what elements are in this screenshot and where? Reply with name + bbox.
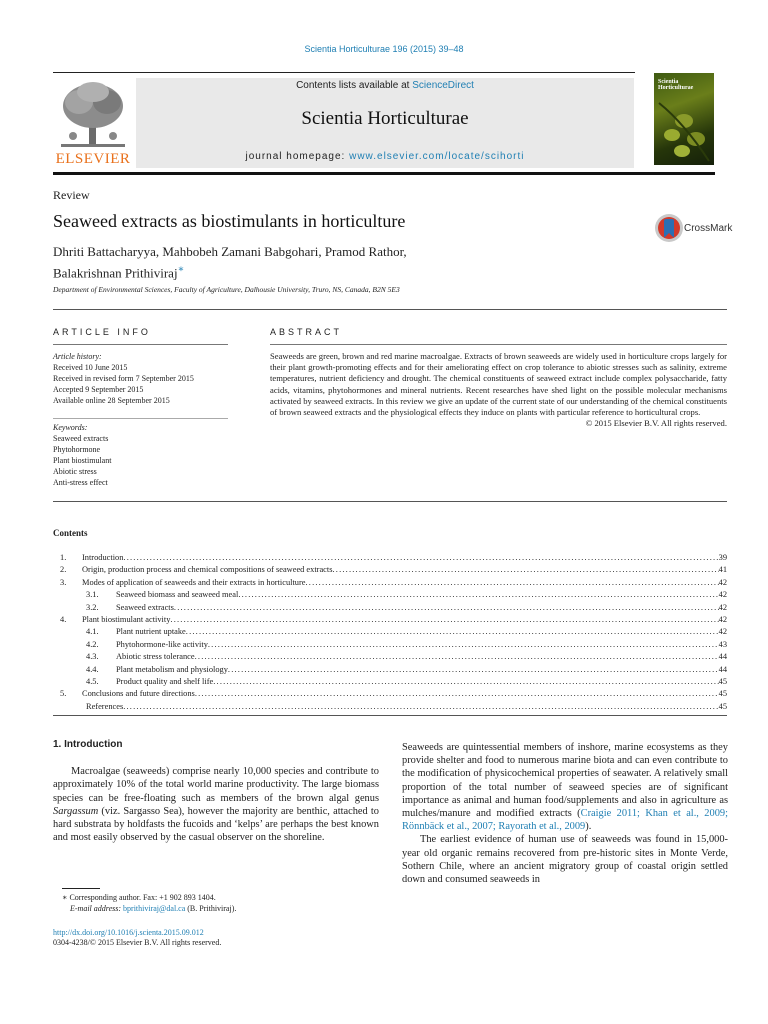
keyword: Plant biostimulant <box>53 456 112 465</box>
toc-entry[interactable] <box>60 651 727 663</box>
toc-page-number: 41 <box>718 565 727 575</box>
toc-leader-dots <box>213 676 718 688</box>
contents-prefix: Contents lists available at <box>296 80 413 91</box>
journal-title: Scientia Horticulturae <box>301 108 469 129</box>
affiliation-rule <box>53 309 727 310</box>
toc-entry[interactable] <box>60 664 727 676</box>
toc-page-number: 45 <box>718 689 727 699</box>
toc-number: 4.2. <box>86 639 99 649</box>
abstract-bottom-rule <box>53 501 727 502</box>
toc-leader-dots <box>332 564 718 576</box>
toc-title[interactable]: Plant nutrient uptake <box>116 627 186 637</box>
toc-leader-dots <box>195 651 719 663</box>
toc-title[interactable]: Origin, production process and chemical compositions of seaweed extracts <box>82 565 333 575</box>
toc-entry[interactable] <box>60 676 727 688</box>
email-label: E-mail address: <box>70 904 124 913</box>
history-label: Article history: <box>53 352 102 361</box>
toc-number: 4. <box>60 615 67 625</box>
toc-entry[interactable] <box>60 688 727 700</box>
toc-leader-dots <box>123 701 718 713</box>
journal-cover-image[interactable] <box>654 73 714 165</box>
homepage-prefix: journal homepage: <box>245 151 350 162</box>
para-text: Seaweeds are quintessential members of inshore, marine ecosystems as they provide shelter and food to numerous marine biota and can even contribute to the modification of physicochemical properties of seawater. A relatively small proportion of the total number of seaweed species are of significant importance as animal and human food/supplements and also in agriculture as mulches/manure and modified extracts ( <box>402 742 728 820</box>
toc-number: 3.2. <box>86 602 99 612</box>
keyword: Phytohormone <box>53 445 101 454</box>
toc-title[interactable]: Seaweed extracts <box>116 602 174 612</box>
keyword: Seaweed extracts <box>53 434 109 443</box>
para-text-b: (viz. Sargasso Sea), however the majority are benthic, attached to hard substrata by holdfasts the fucoids and ‘kelps’ are perhaps the best known and most easily observed by the casual observer on the shoreline. <box>53 805 379 844</box>
abstract-rule <box>270 344 727 345</box>
toc-page-number: 39 <box>718 553 727 562</box>
toc-entry[interactable] <box>60 701 727 713</box>
history-online: Available online 28 September 2015 <box>53 396 170 405</box>
toc-title[interactable]: Modes of application of seaweeds and their extracts in horticulture <box>82 577 306 587</box>
toc-page-number: 42 <box>718 577 727 587</box>
corresponding-author-mark[interactable]: ∗ <box>177 264 185 275</box>
toc-number: 4.5. <box>86 677 99 687</box>
toc-entry[interactable] <box>60 589 727 601</box>
elsevier-logo[interactable] <box>53 78 133 170</box>
toc-title[interactable]: References <box>86 701 124 711</box>
cover-title: Scientia Horticulturae <box>658 79 694 91</box>
toc-page-number: 44 <box>718 664 727 674</box>
toc-entry[interactable] <box>60 626 727 638</box>
toc-leader-dots <box>238 589 718 601</box>
authors-line-2 <box>53 261 407 282</box>
elsevier-tree-icon <box>53 78 133 150</box>
toc-leader-dots <box>170 614 718 626</box>
article-history <box>53 351 233 406</box>
para-text-a: Macroalgae (seaweeds) comprise nearly 10,000 species and contribute to approximately 10% of the total world marine productivity. The large biomass species can be free-floating such as members of the brown algal genus <box>53 766 379 804</box>
sciencedirect-link[interactable]: ScienceDirect <box>412 80 474 91</box>
email-suffix: (B. Prithiviraj). <box>185 904 237 913</box>
header-rule <box>53 72 635 73</box>
contents-bottom-rule <box>53 715 727 716</box>
toc-entry[interactable] <box>60 564 727 576</box>
toc-number <box>60 701 82 713</box>
toc-leader-dots <box>228 664 719 676</box>
toc-number: 4.1. <box>86 627 99 637</box>
abstract-copyright: © 2015 Elsevier B.V. All rights reserved. <box>585 418 727 429</box>
toc-title[interactable]: Product quality and shelf life <box>116 677 214 687</box>
journal-citation-link[interactable]: Scientia Horticulturae 196 (2015) 39–48 <box>304 44 464 54</box>
toc-entry[interactable] <box>60 614 727 626</box>
toc-leader-dots <box>174 602 719 614</box>
body-right-column <box>402 741 728 886</box>
table-of-contents <box>60 552 727 713</box>
intro-paragraph-1 <box>53 765 379 844</box>
abstract-heading: ABSTRACT <box>270 327 343 337</box>
contents-available-line <box>136 80 634 91</box>
toc-number: 5. <box>60 689 67 699</box>
abstract-text: Seaweeds are green, brown and red marine macroalgae. Extracts of brown seaweeds are widely used in horticulture crops largely for their plant growth-promoting effects and for their ameliorating effect on crop tolerance to abiotic stresses such as salinity, extreme temperatures, nutrient deficiency and drought. The chemical constituents of seaweed extract include complex polysaccharide, fatty acids, vitamins, phytohormones and mineral nutrients. Recent researches have shed light on the possible molecular mechanisms activated by seaweed extracts. In this review we give an update of the current state of our understanding of the chemical constituents of brown seaweed extracts and the physiological effects they induce on plants with particular reference to horticultural crops. <box>270 351 727 418</box>
keywords-list <box>53 422 111 488</box>
para-genus: Sargassum <box>53 805 99 817</box>
keyword: Abiotic stress <box>53 467 97 476</box>
journal-homepage-line <box>136 151 634 162</box>
toc-title[interactable]: Conclusions and future directions <box>82 689 195 699</box>
homepage-link[interactable]: www.elsevier.com/locate/scihorti <box>349 151 525 162</box>
toc-page-number: 43 <box>718 639 727 649</box>
toc-page-number: 45 <box>718 677 727 687</box>
toc-entry[interactable] <box>60 602 727 614</box>
doi-link[interactable]: http://dx.doi.org/10.1016/j.scienta.2015.09.012 <box>53 928 204 937</box>
toc-number: 3. <box>60 577 67 587</box>
toc-number: 2. <box>60 565 67 575</box>
intro-paragraph-3: The earliest evidence of human use of seaweeds was found in 15,000-year old organic remains recovered from pre-historic sites in Monte Verde, Sothern Chile, where an ancient migratory group of coastal origin settled down and consumed seaweeds in <box>402 834 728 886</box>
contents-heading: Contents <box>53 528 88 538</box>
footnote <box>62 892 236 914</box>
citation-links[interactable]: Craigie 2011; Khan et al., 2009; Rönnbäck et al., 2007; Rayorath et al., 2009 <box>402 808 728 833</box>
toc-page-number: 42 <box>718 615 727 625</box>
toc-page-number: 42 <box>718 602 727 612</box>
corresponding-author-note: ∗ Corresponding author. Fax: +1 902 893 1404. <box>62 893 216 902</box>
abstract-body <box>270 351 727 429</box>
article-title: Seaweed extracts as biostimulants in horticulture <box>53 211 406 231</box>
authors-line-1: Dhriti Battacharyya, Mahbobeh Zamani Babgohari, Pramod Rathor, <box>53 244 407 259</box>
toc-leader-dots <box>123 552 718 564</box>
toc-page-number: 42 <box>718 627 727 637</box>
toc-title[interactable]: Abiotic stress tolerance <box>116 652 195 662</box>
crossmark-icon <box>654 213 684 243</box>
toc-entry[interactable] <box>60 552 727 564</box>
keywords-label: Keywords: <box>53 423 88 432</box>
history-accepted: Accepted 9 September 2015 <box>53 385 144 394</box>
email-link[interactable]: bprithiviraj@dal.ca <box>123 904 186 913</box>
crossmark-label: CrossMark <box>684 223 733 234</box>
toc-title[interactable]: Seaweed biomass and seaweed meal <box>116 590 239 600</box>
issn-line: 0304-4238/© 2015 Elsevier B.V. All rights reserved. <box>53 938 222 947</box>
toc-page-number: 44 <box>718 652 727 662</box>
toc-number: 1. <box>60 553 67 562</box>
history-revised: Received in revised form 7 September 2015 <box>53 374 194 383</box>
toc-number: 3.1. <box>86 590 99 600</box>
footnote-rule <box>62 888 100 889</box>
body-left-column <box>53 738 379 844</box>
doi-block <box>53 928 221 948</box>
header-thick-rule <box>53 172 715 175</box>
toc-leader-dots <box>208 639 719 651</box>
toc-title[interactable]: Introduction <box>82 553 124 562</box>
affiliation: Department of Environmental Sciences, Faculty of Agriculture, Dalhousie University, Truro, NS, Canada, B2N 5E3 <box>53 285 400 294</box>
section-heading-introduction: 1. Introduction <box>53 739 123 750</box>
history-received: Received 10 June 2015 <box>53 363 128 372</box>
toc-entry[interactable] <box>60 639 727 651</box>
email-line <box>62 903 236 914</box>
toc-number: 4.3. <box>86 652 99 662</box>
toc-entry[interactable] <box>60 577 727 589</box>
toc-page-number: 42 <box>718 590 727 600</box>
publisher-name: ELSEVIER <box>55 151 131 167</box>
article-type: Review <box>53 188 90 202</box>
toc-title[interactable]: Plant biostimulant activity <box>82 615 171 625</box>
author-list <box>53 243 407 282</box>
toc-leader-dots <box>195 688 719 700</box>
toc-number: 4.4. <box>86 664 99 674</box>
toc-leader-dots <box>306 577 719 589</box>
toc-leader-dots <box>186 626 719 638</box>
toc-title[interactable]: Plant metabolism and physiology <box>116 664 228 674</box>
article-info-rule <box>53 344 228 345</box>
intro-paragraph-2 <box>402 741 728 833</box>
crossmark-badge[interactable] <box>654 213 734 243</box>
toc-title[interactable]: Phytohormone-like activity <box>116 639 208 649</box>
olive-branch-icon <box>654 73 714 165</box>
history-rule <box>53 418 228 419</box>
toc-page-number: 45 <box>718 701 727 711</box>
author-name: Balakrishnan Prithiviraj <box>53 265 178 281</box>
para-text-end: ). <box>585 821 592 833</box>
keyword: Anti-stress effect <box>53 478 108 487</box>
article-info-heading: ARTICLE INFO <box>53 327 151 337</box>
